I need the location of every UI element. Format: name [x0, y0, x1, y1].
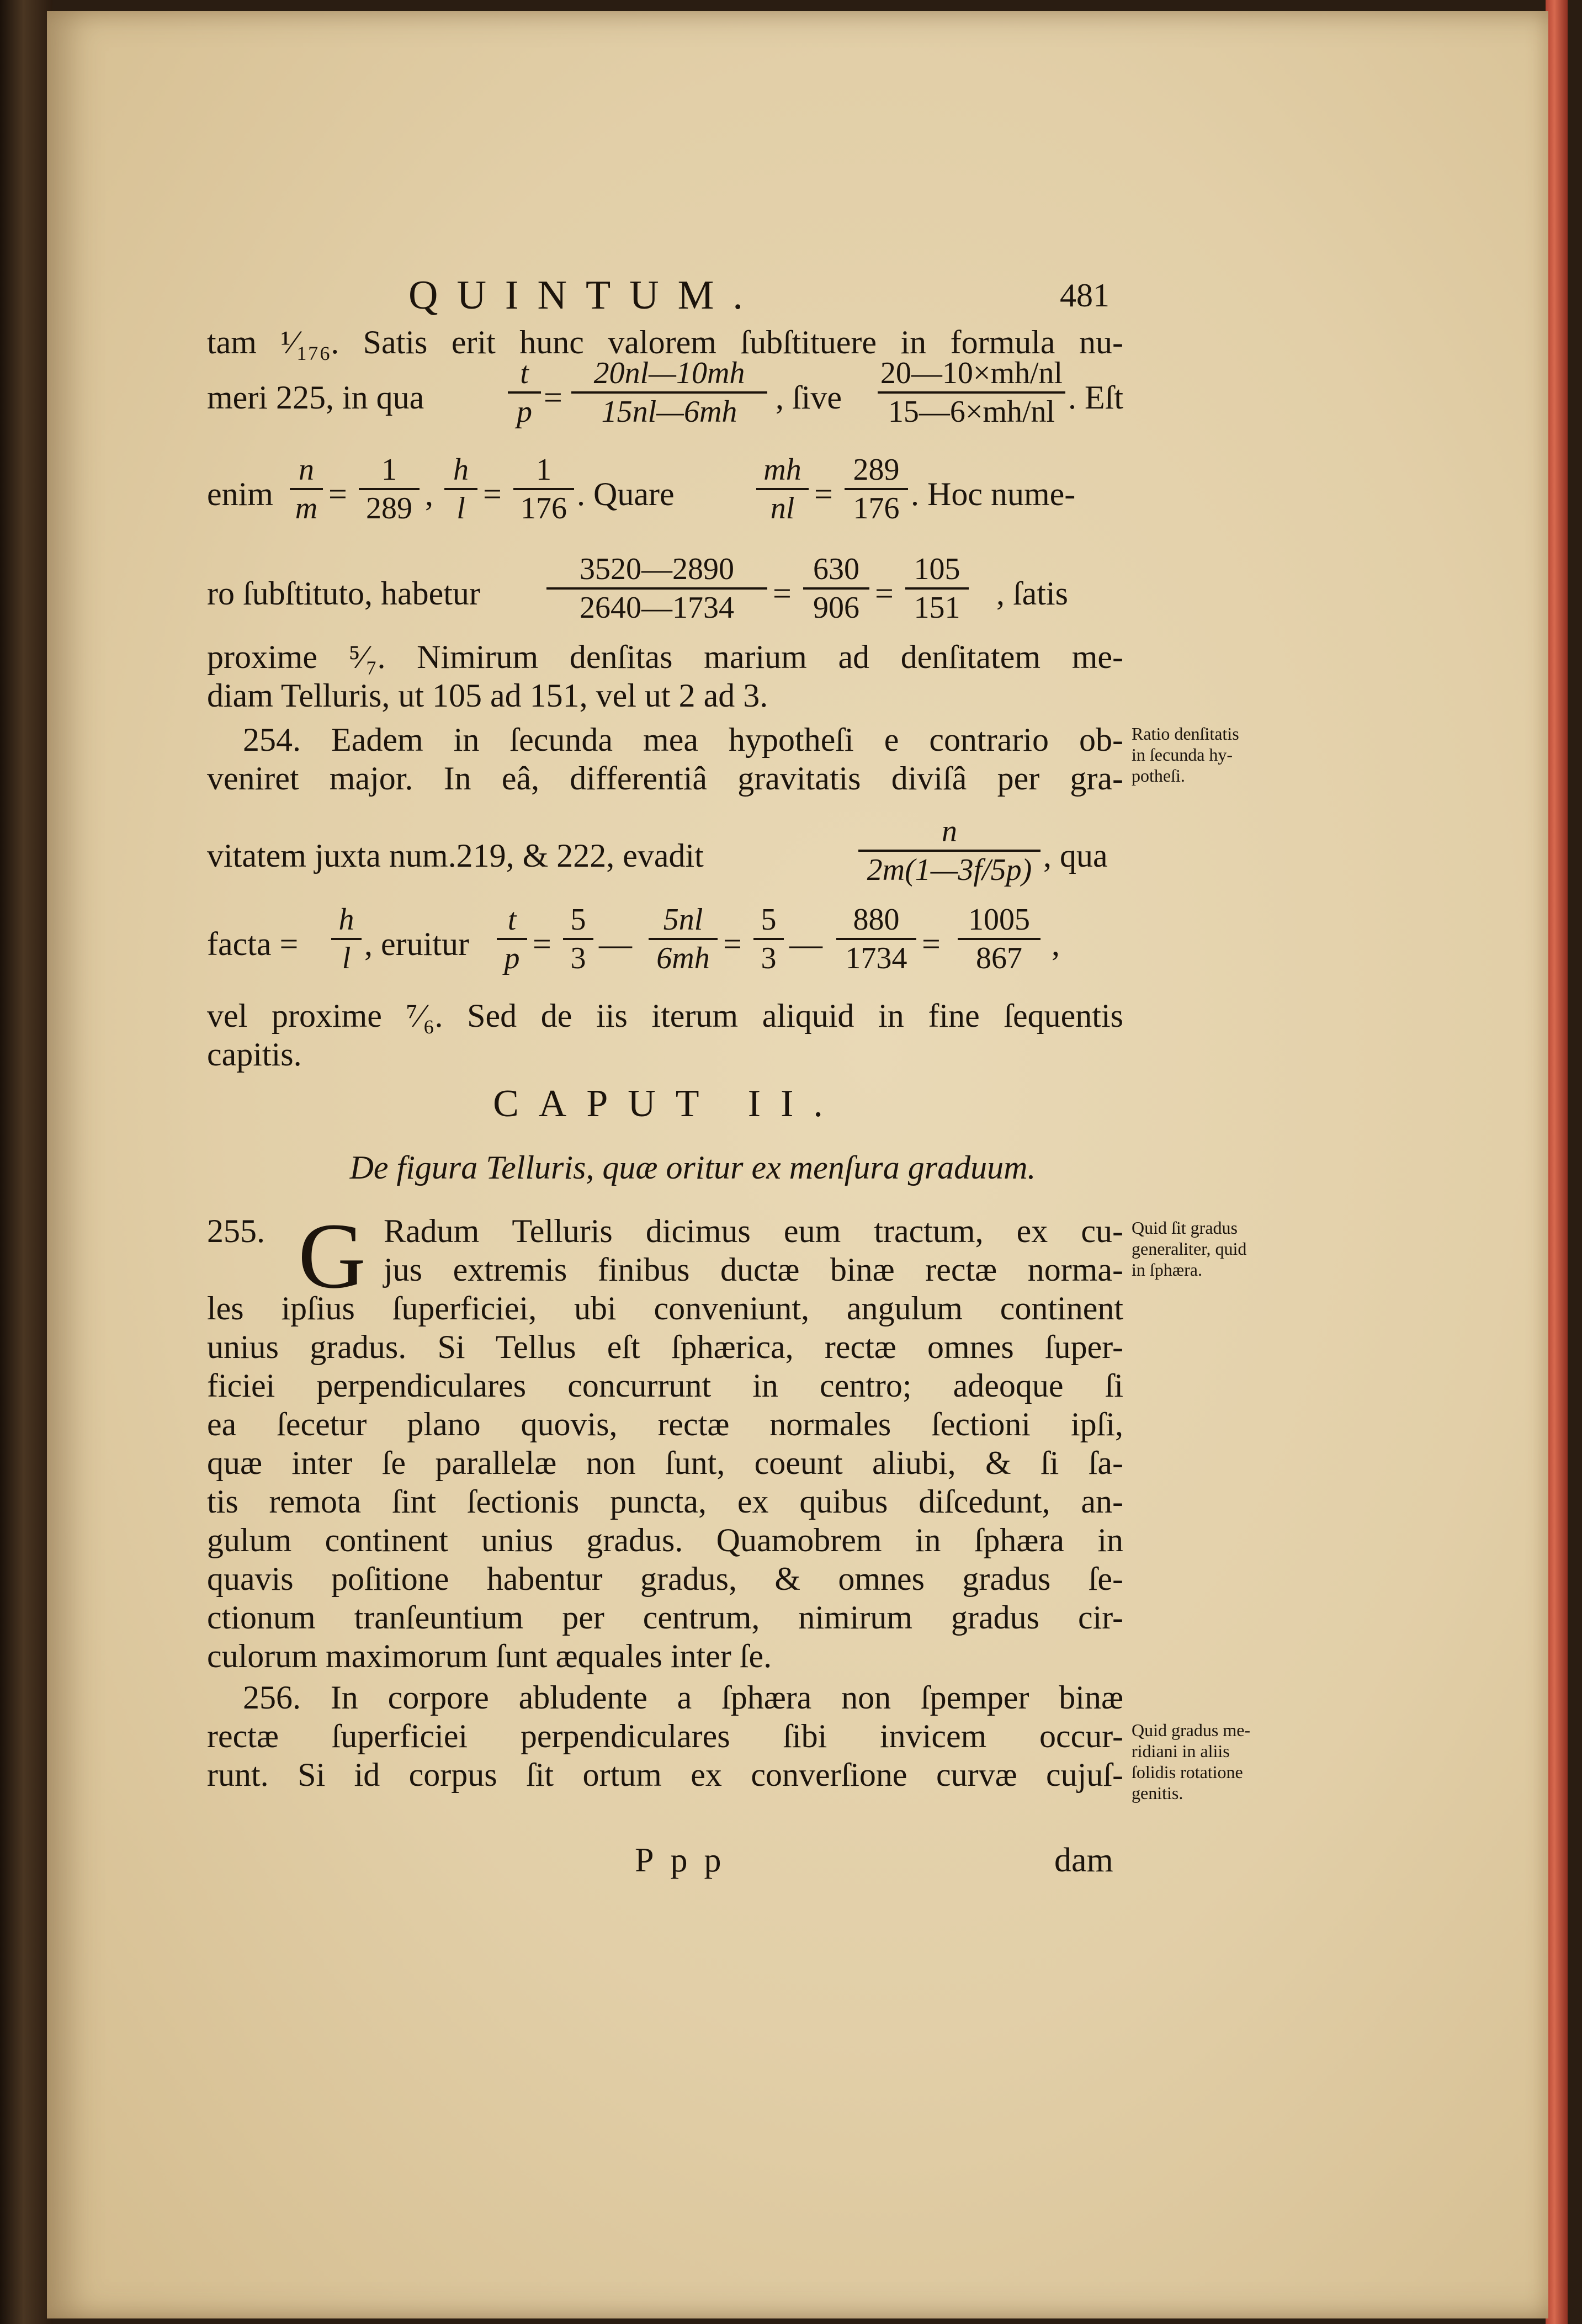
fraction: h l [331, 903, 362, 975]
page-number: 481 [1060, 277, 1109, 314]
text-fragment: vitatem juxta num.219, & 222, evadit [207, 837, 704, 874]
text-line: veniret major. In eâ, differentiâ gravitatis diviſâ per gra- [207, 760, 1123, 797]
text-line: ctionum tranſeuntium per centrum, nimirum gradus cir- [207, 1599, 1123, 1636]
fraction: 1005 867 [958, 903, 1040, 975]
text-fragment: , qua [1043, 837, 1108, 874]
fraction [571, 356, 767, 429]
text-line: quavis poſitione habentur gradus, & omnes gradus ſe- [207, 1561, 1123, 1597]
drop-capital: G [298, 1204, 366, 1308]
fraction: t p [497, 903, 527, 975]
fraction: 105 151 [905, 552, 969, 625]
running-title: QUINTUM. [408, 273, 762, 318]
signature-mark: Ppp [635, 1842, 738, 1879]
text-line: diam Telluris, ut 105 ad 151, vel ut 2 ad 3. [207, 677, 768, 714]
denominator: 15—6×mh/nl [888, 395, 1055, 429]
catchword: dam [1054, 1842, 1113, 1879]
text-line: ficiei perpendiculares concurrunt in centro; adeoque ſi [207, 1367, 1123, 1404]
text-line: Radum Telluris dicimus eum tractum, ex cu- [384, 1213, 1123, 1249]
fraction: 1 176 [513, 453, 574, 526]
text-line: 256. In corpore abludente a ſphæra non ſpemper binæ [243, 1679, 1123, 1716]
text-fragment: , ſive [776, 379, 842, 416]
text-line: jus extremis finibus ductæ binæ rectæ norma- [384, 1251, 1123, 1288]
text-line: vel proxime ⁷⁄₆. Sed de iis iterum aliquid in fine ſequentis [207, 997, 1123, 1034]
chapter-heading: CAPUT II. [493, 1083, 843, 1125]
denominator: 15nl—6mh [601, 395, 737, 429]
text-line: tam ¹⁄₁₇₆. Satis erit hunc valorem ſubſtituere in formula nu- [207, 324, 1123, 360]
red-page-edge [1546, 0, 1568, 2324]
text-line: proxime ⁵⁄₇. Nimirum denſitas marium ad denſitatem me- [207, 639, 1123, 675]
text-fragment: enim [207, 476, 273, 512]
fraction: n m [290, 453, 323, 526]
text-fragment: facta = [207, 926, 299, 962]
formula-line: ro ſubſtituto, habetur 3520—2890 2640—1734 = 630 906 = 105 151 , ſatis [207, 552, 1068, 625]
fraction [878, 356, 1065, 429]
text-line: les ipſius ſuperficiei, ubi conveniunt, angulum continent [207, 1290, 1123, 1327]
text-line: quæ inter ſe parallelæ non ſunt, coeunt aliubi, & ſi ſa- [207, 1445, 1123, 1481]
formula-line [207, 814, 1123, 897]
text-line: unius gradus. Si Tellus eſt ſphærica, rectæ omnes ſuper- [207, 1329, 1123, 1365]
formula-line: meri 225, in qua t p = 20nl—10mh 15nl—6mh , ſive 20—10×mh/nl 15—6×mh/nl . Eſt [207, 356, 1123, 429]
text-line: gulum continent unius gradus. Quamobrem in ſphæra in [207, 1522, 1123, 1558]
fraction: 630 906 [803, 552, 869, 625]
numerator: 20—10×mh/nl [880, 356, 1063, 390]
fraction: mh nl [756, 453, 809, 526]
margin-note: Quid gradus me- ridiani in aliis ſolidis rotatione genitis. [1132, 1720, 1251, 1803]
fraction: 1 289 [359, 453, 420, 526]
text-line: tis remota ſint ſectionis puncta, ex quibus diſcedunt, an- [207, 1483, 1123, 1520]
fraction: 289 176 [845, 453, 908, 526]
fraction: h l [444, 453, 477, 526]
text-line: ea ſecetur plano quovis, rectæ normales ſectioni ipſi, [207, 1406, 1123, 1442]
book-spine-edge [0, 0, 52, 2324]
text-line: 254. Eadem in ſecunda mea hypotheſi e contrario ob- [243, 721, 1123, 758]
text-fragment: , eruitur [364, 926, 469, 962]
text-fragment: . Quare [577, 476, 675, 512]
text-line: culorum maximorum ſunt æquales inter ſe. [207, 1638, 772, 1674]
fraction: 5 3 [753, 903, 784, 975]
denominator: p [517, 395, 532, 429]
chapter-subtitle: De figura Telluris, quæ oritur ex menſura graduum. [349, 1149, 1036, 1186]
fraction: 5 3 [563, 903, 593, 975]
fraction: 5nl 6mh [649, 903, 718, 975]
formula-line: facta = h l , eruitur t p = 5 3 — 5nl 6mh = 5 3 — 880 1734 = 1005 867 , [207, 903, 1060, 975]
text-fragment: meri 225, in qua [207, 379, 424, 416]
paragraph-number: 255. [207, 1213, 265, 1249]
text-fragment: , ſatis [996, 575, 1068, 612]
text-line: rectæ ſuperficiei perpendiculares ſibi invicem occur- [207, 1718, 1123, 1754]
text-fragment: . Hoc nume- [911, 476, 1076, 512]
margin-note: Quid ſit gradus generaliter, quid in ſphæra. [1132, 1218, 1247, 1280]
text-line: runt. Si id corpus ſit ortum ex converſione curvæ cujuſ- [207, 1757, 1123, 1793]
fraction: 880 1734 [836, 903, 916, 975]
fraction [508, 356, 541, 429]
text-line: capitis. [207, 1036, 302, 1073]
fraction: n 2m(1—3f/5p) [858, 814, 1040, 887]
fraction: 3520—2890 2640—1734 [546, 552, 767, 625]
margin-note: Ratio denſitatis in ſecunda hy- potheſi. [1132, 724, 1239, 786]
text-fragment: ro ſubſtituto, habetur [207, 575, 480, 612]
numerator: t [520, 356, 529, 390]
text-fragment: . Eſt [1068, 379, 1123, 416]
formula-line: enim n m = 1 289 , h l = 1 176 . Quare mh nl = 289 176 . Hoc nume- [207, 453, 1076, 526]
numerator: 20nl—10mh [593, 356, 745, 390]
